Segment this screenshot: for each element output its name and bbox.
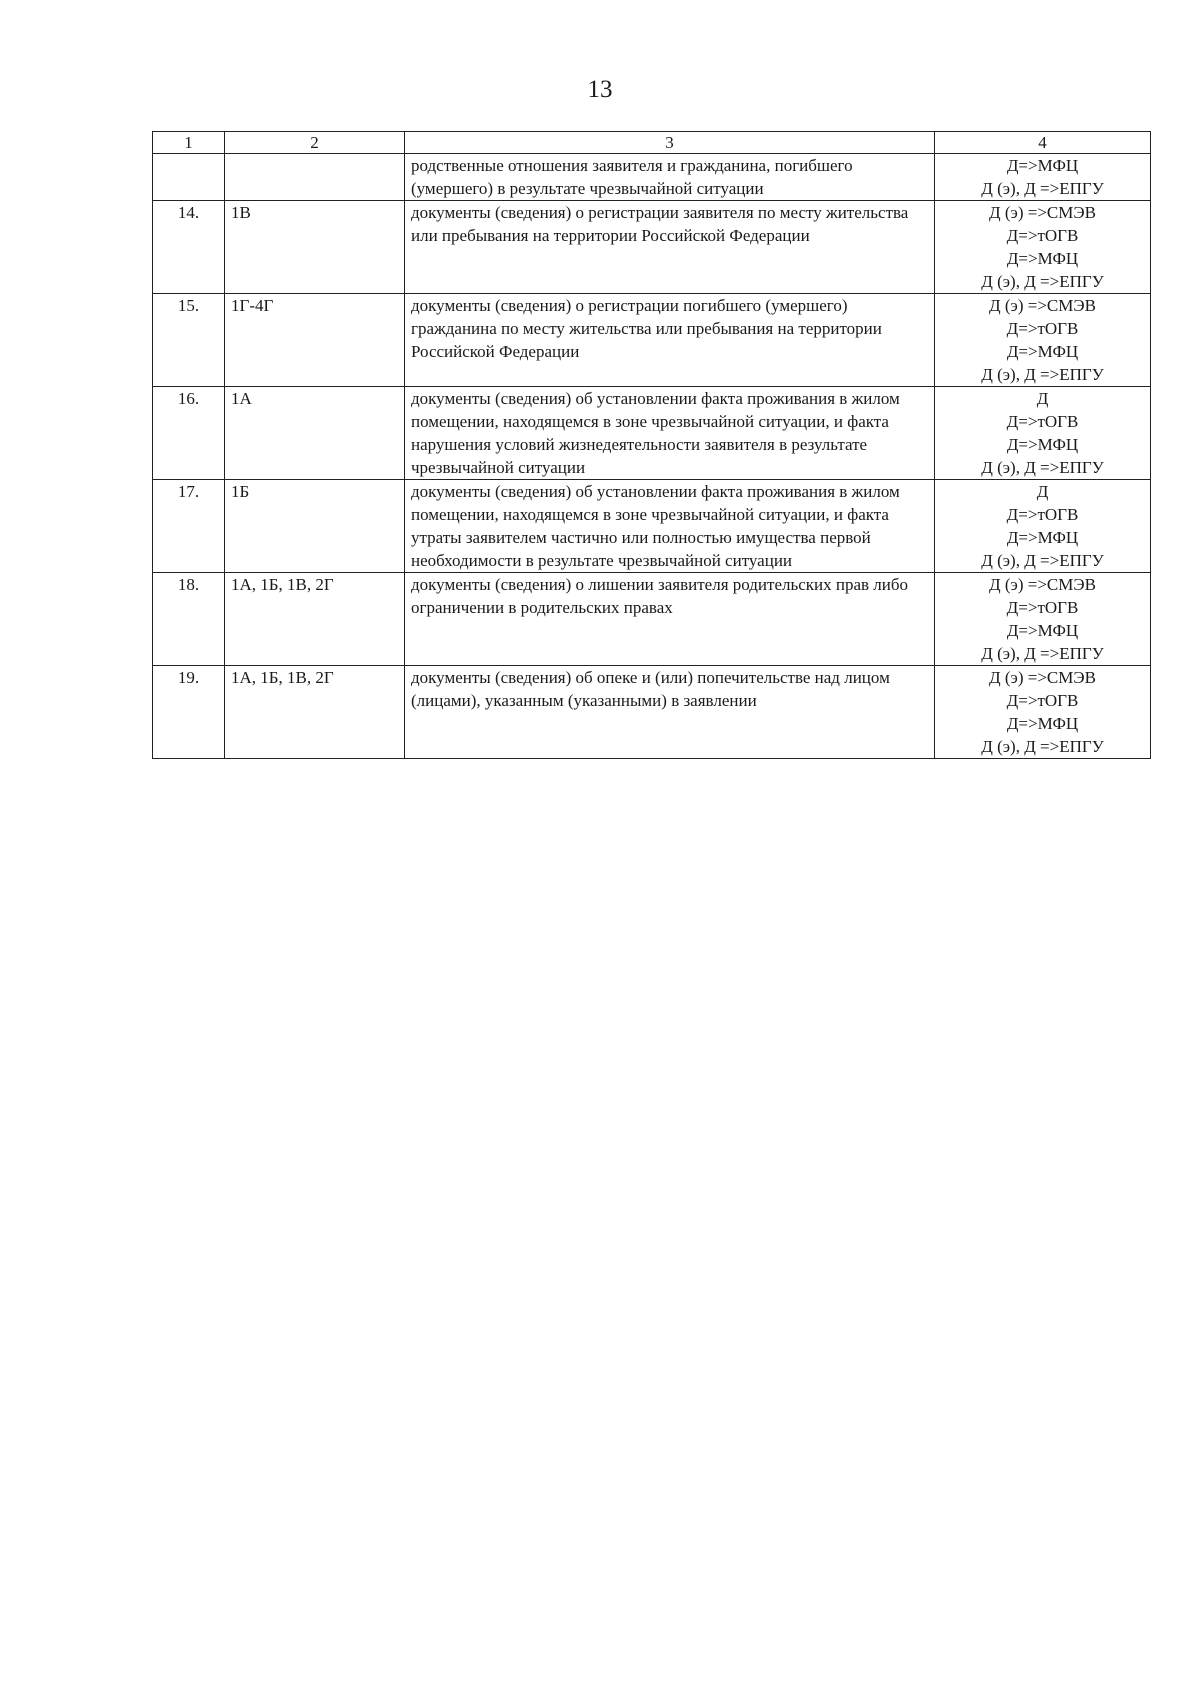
submission-way-line: Д=>МФЦ (1006, 435, 1079, 454)
row-category: 1А, 1Б, 1В, 2Г (225, 573, 405, 666)
table-row (153, 666, 1151, 759)
submission-way-line: Д (э) =>СМЭВ (989, 575, 1096, 594)
row-number: 19. (153, 666, 225, 759)
table-row (153, 573, 1151, 666)
table-row (153, 387, 1151, 480)
submission-way-line: Д=>тОГВ (1006, 505, 1079, 524)
submission-way-line: Д=>тОГВ (1006, 598, 1079, 617)
submission-way-line: Д=>МФЦ (1006, 528, 1079, 547)
submission-way-line: Д (э) =>СМЭВ (989, 203, 1096, 222)
row-category: 1А, 1Б, 1В, 2Г (225, 666, 405, 759)
row-document: документы (сведения) об опеке и (или) попечительстве над лицом (лицами), указанным (указанными) в заявлении (405, 666, 935, 759)
row-submission-way (935, 666, 1151, 759)
row-document: документы (сведения) об установлении факта проживания в жилом помещении, находящемся в зоне чрезвычайной ситуации, и факта нарушения условий жизнедеятельности заявителя в результате чрезвычайной ситуации (405, 387, 935, 480)
submission-way-line: Д=>тОГВ (1006, 412, 1079, 431)
row-document: документы (сведения) об установлении факта проживания в жилом помещении, находящемся в зоне чрезвычайной ситуации, и факта утраты заявителем частично или полностью имущества первой необходимости в результате чрезвычайной ситуации (405, 480, 935, 573)
row-document: документы (сведения) о регистрации погибшего (умершего) гражданина по месту жительства или пребывания на территории Российской Федерации (405, 294, 935, 387)
header-col-3: 3 (405, 132, 935, 154)
table-body (153, 154, 1151, 759)
row-number (153, 154, 225, 201)
row-submission-way (935, 387, 1151, 480)
row-category (225, 154, 405, 201)
row-category: 1Б (225, 480, 405, 573)
header-col-4: 4 (935, 132, 1151, 154)
table-header-row (153, 132, 1151, 154)
submission-way-line: Д=>МФЦ (1006, 714, 1079, 733)
submission-way-line: Д=>МФЦ (1006, 621, 1079, 640)
submission-way-line: Д (э), Д =>ЕПГУ (981, 458, 1104, 477)
row-number: 18. (153, 573, 225, 666)
page-number: 13 (587, 76, 613, 103)
row-number: 15. (153, 294, 225, 387)
row-submission-way (935, 573, 1151, 666)
submission-way-line: Д (1036, 482, 1049, 501)
header-col-2: 2 (225, 132, 405, 154)
submission-way-line: Д=>тОГВ (1006, 319, 1079, 338)
row-number: 17. (153, 480, 225, 573)
submission-way-line: Д (э) =>СМЭВ (989, 668, 1096, 687)
row-submission-way (935, 201, 1151, 294)
table-row (153, 480, 1151, 573)
row-category: 1Г-4Г (225, 294, 405, 387)
submission-way-line: Д=>тОГВ (1006, 691, 1079, 710)
submission-way-line: Д (э), Д =>ЕПГУ (981, 179, 1104, 198)
table-row (153, 154, 1151, 201)
submission-way-line: Д (э), Д =>ЕПГУ (981, 644, 1104, 663)
row-number: 14. (153, 201, 225, 294)
submission-way-line: Д=>тОГВ (1006, 226, 1079, 245)
row-submission-way (935, 154, 1151, 201)
submission-way-line: Д (э), Д =>ЕПГУ (981, 272, 1104, 291)
row-document: документы (сведения) о регистрации заявителя по месту жительства или пребывания на территории Российской Федерации (405, 201, 935, 294)
submission-way-line: Д=>МФЦ (1006, 156, 1079, 175)
row-category: 1В (225, 201, 405, 294)
row-category: 1А (225, 387, 405, 480)
submission-way-line: Д=>МФЦ (1006, 249, 1079, 268)
submission-way-line: Д (э), Д =>ЕПГУ (981, 365, 1104, 384)
table-row (153, 201, 1151, 294)
row-number: 16. (153, 387, 225, 480)
documents-table (152, 131, 1151, 759)
submission-way-line: Д (1036, 389, 1049, 408)
table-row (153, 294, 1151, 387)
submission-way-line: Д (э), Д =>ЕПГУ (981, 737, 1104, 756)
row-submission-way (935, 480, 1151, 573)
submission-way-line: Д (э), Д =>ЕПГУ (981, 551, 1104, 570)
submission-way-line: Д=>МФЦ (1006, 342, 1079, 361)
row-submission-way (935, 294, 1151, 387)
header-col-1: 1 (153, 132, 225, 154)
submission-way-line: Д (э) =>СМЭВ (989, 296, 1096, 315)
row-document: родственные отношения заявителя и гражданина, погибшего (умершего) в результате чрезвычайной ситуации (405, 154, 935, 201)
row-document: документы (сведения) о лишении заявителя родительских прав либо ограничении в родительских правах (405, 573, 935, 666)
